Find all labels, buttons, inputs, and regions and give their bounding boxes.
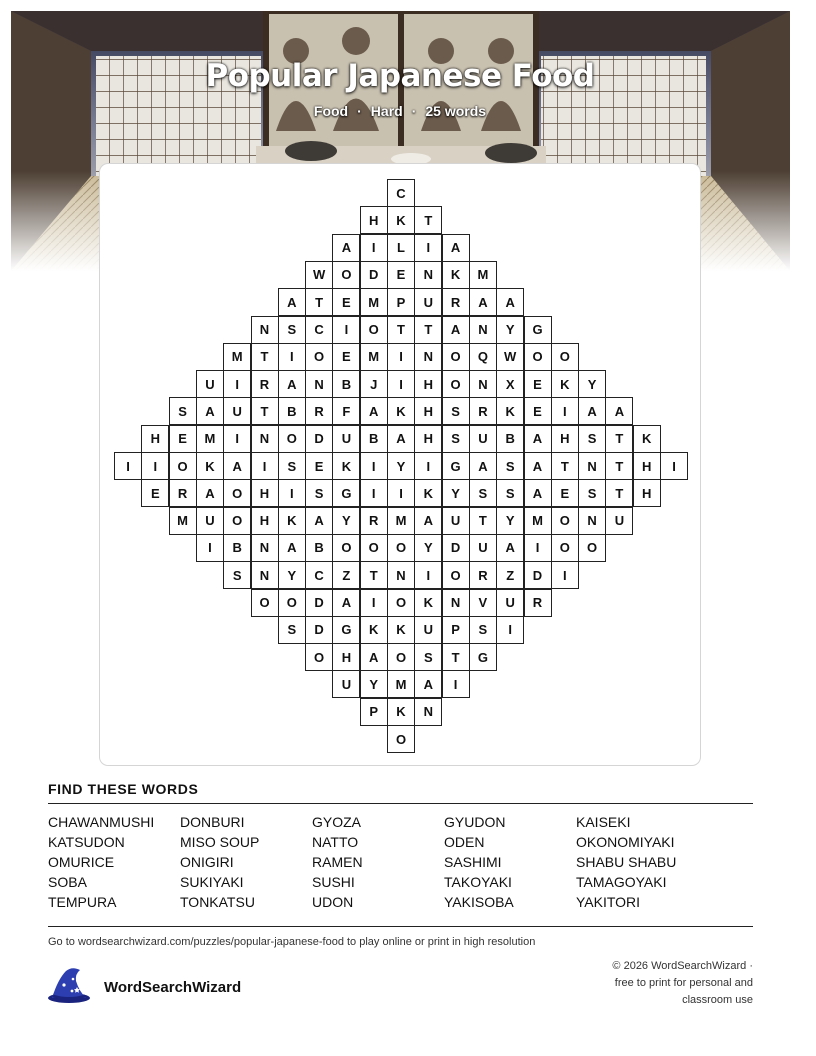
grid-cell: R: [251, 370, 279, 398]
meta-separator: ·: [357, 103, 362, 119]
grid-cell: M: [387, 507, 415, 535]
grid-cell: S: [578, 425, 606, 453]
grid-cell: M: [169, 507, 197, 535]
grid-cell: O: [387, 725, 415, 753]
grid-cell: M: [196, 425, 224, 453]
grid-cell: T: [551, 452, 579, 480]
grid-cell: O: [305, 643, 333, 671]
grid-cell: F: [332, 397, 360, 425]
grid-cell: H: [332, 643, 360, 671]
grid-cell: O: [278, 589, 306, 617]
grid-cell: S: [578, 479, 606, 507]
grid-cell: D: [442, 534, 470, 562]
grid-cell: P: [387, 288, 415, 316]
difficulty-label: Hard: [370, 103, 403, 119]
grid-cell: T: [251, 397, 279, 425]
grid-cell: U: [469, 534, 497, 562]
word-list-item: MISO SOUP: [180, 834, 260, 850]
puzzle-meta: [0, 103, 800, 119]
grid-cell: U: [605, 507, 633, 535]
grid-cell: N: [578, 452, 606, 480]
grid-cell: I: [387, 479, 415, 507]
brand-name: WordSearchWizard: [104, 979, 242, 996]
grid-cell: B: [360, 425, 388, 453]
grid-cell: D: [305, 425, 333, 453]
grid-cell: D: [305, 589, 333, 617]
grid-cell: S: [496, 452, 524, 480]
grid-cell: I: [660, 452, 688, 480]
grid-cell: M: [524, 507, 552, 535]
grid-cell: H: [251, 507, 279, 535]
grid-cell: O: [442, 343, 470, 371]
grid-cell: O: [278, 425, 306, 453]
grid-cell: I: [278, 479, 306, 507]
grid-cell: Y: [278, 561, 306, 589]
grid-cell: E: [524, 370, 552, 398]
grid-cell: I: [360, 479, 388, 507]
grid-cell: G: [524, 316, 552, 344]
grid-cell: S: [278, 316, 306, 344]
grid-cell: A: [524, 479, 552, 507]
grid-cell: O: [551, 534, 579, 562]
grid-cell: C: [305, 561, 333, 589]
grid-cell: A: [414, 670, 442, 698]
grid-cell: N: [442, 589, 470, 617]
grid-cell: Z: [332, 561, 360, 589]
grid-cell: A: [387, 425, 415, 453]
grid-cell: E: [332, 288, 360, 316]
grid-cell: O: [305, 343, 333, 371]
grid-cell: Y: [442, 479, 470, 507]
grid-cell: O: [551, 343, 579, 371]
grid-cell: J: [360, 370, 388, 398]
word-list-item: NATTO: [312, 834, 359, 850]
grid-cell: O: [551, 507, 579, 535]
grid-cell: O: [578, 534, 606, 562]
grid-cell: N: [414, 698, 442, 726]
copyright-line: classroom use: [682, 994, 753, 1006]
word-list-item: TEMPURA: [48, 894, 117, 910]
grid-cell: H: [633, 479, 661, 507]
grid-cell: K: [387, 206, 415, 234]
word-list-item: TONKATSU: [180, 894, 255, 910]
grid-cell: A: [360, 643, 388, 671]
grid-cell: O: [169, 452, 197, 480]
grid-cell: I: [141, 452, 169, 480]
meta-separator: ·: [411, 103, 417, 119]
grid-cell: E: [332, 343, 360, 371]
word-list-item: TAKOYAKI: [444, 874, 512, 890]
grid-cell: O: [442, 561, 470, 589]
grid-cell: A: [605, 397, 633, 425]
grid-cell: R: [469, 561, 497, 589]
grid-cell: O: [332, 534, 360, 562]
grid-cell: I: [114, 452, 142, 480]
grid-cell: H: [251, 479, 279, 507]
word-list-item: DONBURI: [180, 814, 245, 830]
grid-cell: G: [332, 616, 360, 644]
grid-cell: U: [223, 397, 251, 425]
grid-cell: T: [605, 425, 633, 453]
grid-cell: I: [414, 561, 442, 589]
grid-cell: A: [469, 288, 497, 316]
word-list-item: SASHIMI: [444, 854, 502, 870]
grid-cell: P: [360, 698, 388, 726]
divider: [48, 926, 753, 927]
grid-cell: E: [551, 479, 579, 507]
grid-cell: T: [305, 288, 333, 316]
grid-cell: T: [414, 206, 442, 234]
grid-cell: R: [169, 479, 197, 507]
word-list-item: YAKISOBA: [444, 894, 514, 910]
grid-cell: E: [141, 479, 169, 507]
grid-cell: I: [223, 370, 251, 398]
grid-cell: O: [442, 370, 470, 398]
word-count-label: 25 words: [425, 103, 487, 119]
grid-cell: K: [414, 479, 442, 507]
grid-cell: T: [605, 452, 633, 480]
grid-cell: M: [469, 261, 497, 289]
grid-cell: H: [551, 425, 579, 453]
grid-cell: B: [305, 534, 333, 562]
copyright-line: free to print for personal and: [614, 977, 753, 989]
grid-cell: K: [551, 370, 579, 398]
grid-cell: S: [169, 397, 197, 425]
grid-cell: K: [633, 425, 661, 453]
grid-cell: T: [414, 316, 442, 344]
grid-cell: A: [442, 316, 470, 344]
grid-cell: O: [524, 343, 552, 371]
grid-cell: N: [414, 343, 442, 371]
grid-cell: A: [223, 452, 251, 480]
grid-cell: R: [305, 397, 333, 425]
grid-cell: A: [578, 397, 606, 425]
grid-cell: I: [496, 616, 524, 644]
grid-cell: I: [551, 397, 579, 425]
grid-cell: D: [360, 261, 388, 289]
grid-cell: T: [469, 507, 497, 535]
grid-cell: D: [305, 616, 333, 644]
grid-cell: X: [496, 370, 524, 398]
grid-cell: U: [442, 507, 470, 535]
grid-cell: U: [196, 370, 224, 398]
grid-cell: B: [278, 397, 306, 425]
grid-cell: K: [442, 261, 470, 289]
grid-cell: V: [469, 589, 497, 617]
grid-cell: N: [578, 507, 606, 535]
grid-cell: Q: [469, 343, 497, 371]
word-list-item: UDON: [312, 894, 354, 910]
grid-cell: Y: [387, 452, 415, 480]
word-list-item: RAMEN: [312, 854, 363, 870]
grid-cell: Y: [414, 534, 442, 562]
grid-cell: R: [469, 397, 497, 425]
grid-cell: U: [414, 288, 442, 316]
word-list: [48, 812, 753, 912]
grid-cell: A: [496, 534, 524, 562]
grid-cell: S: [469, 616, 497, 644]
grid-cell: I: [524, 534, 552, 562]
grid-cell: K: [278, 507, 306, 535]
grid-cell: K: [387, 397, 415, 425]
grid-cell: A: [414, 507, 442, 535]
grid-cell: A: [524, 452, 552, 480]
grid-cell: T: [251, 343, 279, 371]
wizard-hat-icon: [46, 965, 92, 1010]
grid-cell: A: [442, 234, 470, 262]
grid-cell: I: [332, 316, 360, 344]
grid-cell: I: [360, 589, 388, 617]
word-list-item: GYOZA: [312, 814, 362, 830]
footer-note: Go to wordsearchwizard.com/puzzles/popular-japanese-food to play online or print in high resolution: [48, 936, 536, 948]
grid-cell: E: [305, 452, 333, 480]
grid-cell: O: [387, 589, 415, 617]
grid-cell: C: [305, 316, 333, 344]
grid-cell: Z: [496, 561, 524, 589]
grid-cell: P: [442, 616, 470, 644]
grid-cell: I: [387, 343, 415, 371]
grid-cell: A: [524, 425, 552, 453]
grid-cell: M: [360, 288, 388, 316]
grid-cell: U: [469, 425, 497, 453]
word-list-item: OKONOMIYAKI: [576, 834, 675, 850]
grid-cell: S: [414, 643, 442, 671]
grid-cell: O: [332, 261, 360, 289]
grid-cell: I: [414, 234, 442, 262]
grid-cell: B: [496, 425, 524, 453]
grid-cell: A: [332, 234, 360, 262]
grid-cell: W: [496, 343, 524, 371]
grid-cell: H: [633, 452, 661, 480]
grid-cell: T: [442, 643, 470, 671]
grid-cell: N: [251, 561, 279, 589]
grid-cell: S: [278, 616, 306, 644]
grid-cell: B: [223, 534, 251, 562]
grid-cell: R: [442, 288, 470, 316]
grid-cell: A: [496, 288, 524, 316]
grid-cell: U: [196, 507, 224, 535]
grid-cell: O: [223, 479, 251, 507]
grid-cell: Y: [360, 670, 388, 698]
copyright-line: © 2026 WordSearchWizard ·: [612, 960, 753, 972]
word-list-item: CHAWANMUSHI: [48, 814, 155, 830]
grid-cell: I: [278, 343, 306, 371]
grid-cell: O: [223, 507, 251, 535]
grid-cell: N: [251, 316, 279, 344]
brand[interactable]: [46, 965, 241, 1010]
grid-cell: N: [251, 425, 279, 453]
grid-cell: S: [496, 479, 524, 507]
grid-cell: C: [387, 179, 415, 207]
grid-cell: K: [496, 397, 524, 425]
word-list-item: OMURICE: [48, 854, 115, 870]
grid-cell: Y: [578, 370, 606, 398]
word-list-item: ODEN: [444, 834, 485, 850]
grid-cell: A: [278, 534, 306, 562]
grid-cell: A: [278, 370, 306, 398]
grid-cell: H: [414, 425, 442, 453]
word-list-item: TAMAGOYAKI: [576, 874, 667, 890]
grid-cell: H: [141, 425, 169, 453]
grid-cell: I: [387, 370, 415, 398]
grid-cell: W: [305, 261, 333, 289]
grid-cell: M: [360, 343, 388, 371]
grid-cell: A: [360, 397, 388, 425]
grid-cell: K: [332, 452, 360, 480]
word-list-heading: FIND THESE WORDS: [48, 781, 199, 797]
grid-cell: E: [169, 425, 197, 453]
grid-cell: Y: [332, 507, 360, 535]
word-list-item: SOBA: [48, 874, 87, 890]
grid-cell: L: [387, 234, 415, 262]
grid-cell: E: [387, 261, 415, 289]
grid-cell: Y: [496, 316, 524, 344]
grid-cell: S: [305, 479, 333, 507]
grid-cell: N: [469, 316, 497, 344]
grid-cell: T: [360, 561, 388, 589]
grid-cell: N: [305, 370, 333, 398]
grid-cell: N: [469, 370, 497, 398]
grid-cell: M: [387, 670, 415, 698]
word-list-item: SHABU SHABU: [576, 854, 677, 870]
grid-cell: A: [332, 589, 360, 617]
grid-cell: U: [414, 616, 442, 644]
grid-cell: A: [278, 288, 306, 316]
grid-cell: M: [223, 343, 251, 371]
grid-cell: G: [469, 643, 497, 671]
grid-cell: I: [360, 234, 388, 262]
word-list-item: SUSHI: [312, 874, 355, 890]
grid-cell: U: [332, 425, 360, 453]
grid-cell: G: [332, 479, 360, 507]
grid-cell: R: [360, 507, 388, 535]
grid-cell: O: [251, 589, 279, 617]
grid-cell: I: [442, 670, 470, 698]
grid-cell: U: [332, 670, 360, 698]
grid-cell: I: [251, 452, 279, 480]
word-list-item: SUKIYAKI: [180, 874, 244, 890]
word-list-item: KAISEKI: [576, 814, 631, 830]
grid-cell: A: [305, 507, 333, 535]
grid-cell: Y: [496, 507, 524, 535]
grid-cell: A: [469, 452, 497, 480]
divider: [48, 803, 753, 804]
grid-cell: E: [524, 397, 552, 425]
grid-cell: S: [442, 425, 470, 453]
word-list-item: KATSUDON: [48, 834, 125, 850]
grid-cell: I: [223, 425, 251, 453]
grid-cell: N: [251, 534, 279, 562]
grid-cell: I: [414, 452, 442, 480]
grid-cell: K: [360, 616, 388, 644]
grid-cell: S: [442, 397, 470, 425]
grid-cell: N: [414, 261, 442, 289]
grid-cell: I: [360, 452, 388, 480]
grid-cell: K: [196, 452, 224, 480]
grid-cell: K: [387, 698, 415, 726]
word-list-item: GYUDON: [444, 814, 506, 830]
copyright: [553, 958, 753, 1009]
word-list-item: YAKITORI: [576, 894, 641, 910]
grid-cell: O: [387, 643, 415, 671]
grid-cell: G: [442, 452, 470, 480]
grid-cell: N: [387, 561, 415, 589]
word-list-item: ONIGIRI: [180, 854, 234, 870]
grid-cell: K: [414, 589, 442, 617]
grid-cell: T: [387, 316, 415, 344]
grid-cell: I: [551, 561, 579, 589]
grid-cell: R: [524, 589, 552, 617]
grid-cell: H: [360, 206, 388, 234]
puzzle-title: Popular Japanese Food: [205, 58, 595, 94]
grid-cell: D: [524, 561, 552, 589]
grid-cell: A: [196, 479, 224, 507]
grid-cell: S: [223, 561, 251, 589]
grid-cell: A: [196, 397, 224, 425]
category-label: Food: [313, 103, 349, 119]
grid-cell: S: [278, 452, 306, 480]
grid-cell: O: [387, 534, 415, 562]
grid-cell: H: [414, 397, 442, 425]
grid-cell: I: [196, 534, 224, 562]
grid-cell: S: [469, 479, 497, 507]
grid-cell: T: [605, 479, 633, 507]
grid-cell: O: [360, 534, 388, 562]
grid-cell: B: [332, 370, 360, 398]
grid-cell: U: [496, 589, 524, 617]
grid-cell: O: [360, 316, 388, 344]
grid-cell: K: [387, 616, 415, 644]
grid-cell: H: [414, 370, 442, 398]
